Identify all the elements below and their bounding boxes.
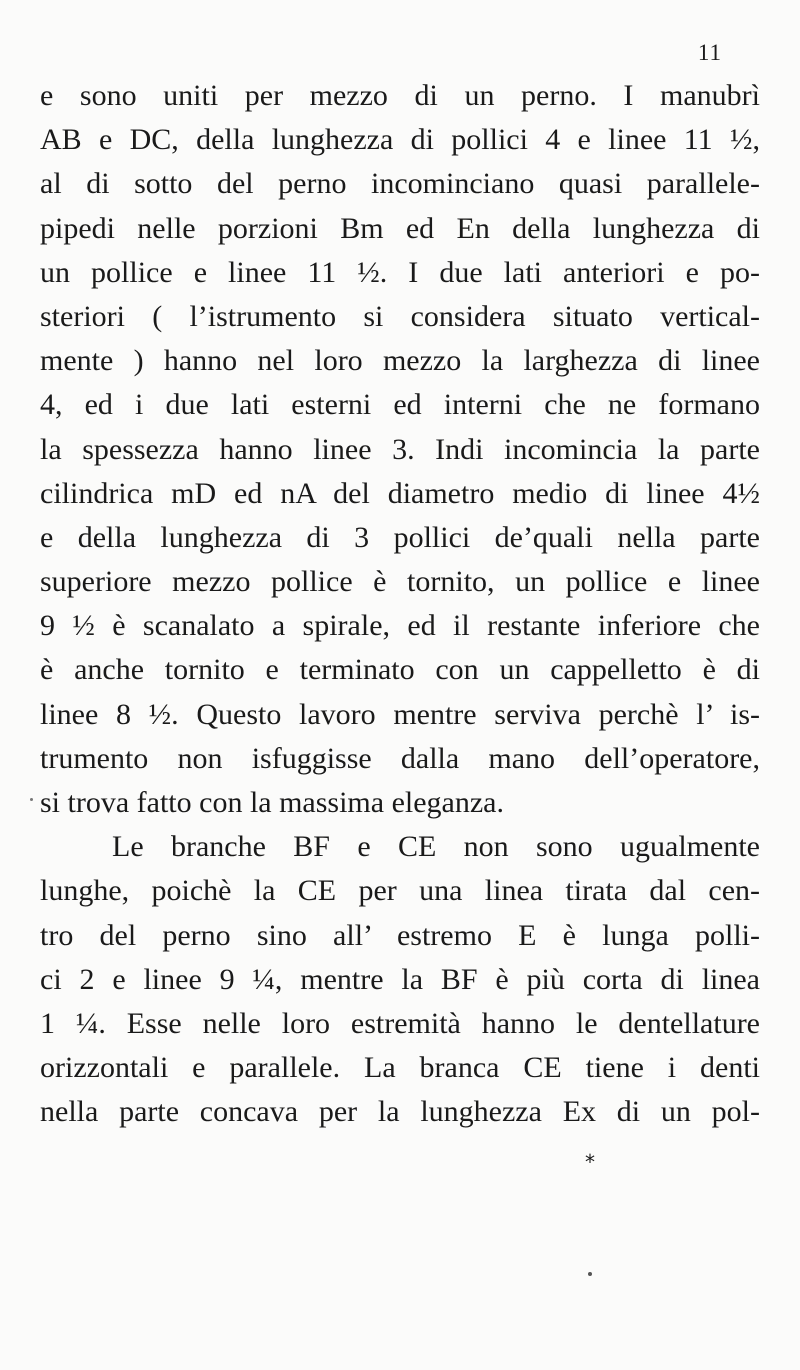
text-line: un pollice e linee 11 ½. I due lati anteriori e po- bbox=[40, 255, 760, 289]
ink-speck bbox=[30, 798, 33, 801]
signature-mark: * bbox=[585, 1150, 595, 1174]
text-line: e sono uniti per mezzo di un perno. I manubrì bbox=[40, 79, 760, 112]
paragraph-start-line: Le branche BF e CE non sono ugualmente bbox=[112, 830, 760, 864]
text-line: mente ) hanno nel loro mezzo la larghezza di linee bbox=[40, 344, 760, 378]
text-line: la spessezza hanno linee 3. Indi incomincia la parte bbox=[40, 432, 760, 466]
text-line: superiore mezzo pollice è tornito, un pollice e linee bbox=[40, 565, 760, 599]
text-line: lunghe, poichè la CE per una linea tirata dal cen- bbox=[40, 874, 760, 908]
page-number: 11 bbox=[697, 40, 722, 65]
text-line: orizzontali e parallele. La branca CE tiene i denti bbox=[40, 1051, 760, 1085]
text-line: al di sotto del perno incominciano quasi parallele- bbox=[40, 167, 760, 201]
ink-speck bbox=[588, 1272, 592, 1276]
text-line: steriori ( l’istrumento si considera situato vertical- bbox=[40, 299, 760, 333]
text-line: e della lunghezza di 3 pollici de’quali nella parte bbox=[40, 520, 760, 554]
text-line: pipedi nelle porzioni Bm ed En della lunghezza di bbox=[40, 211, 760, 245]
text-line: ci 2 e linee 9 ¼, mentre la BF è più corta di linea bbox=[40, 962, 760, 996]
text-line: tro del perno sino all’ estremo E è lunga polli- bbox=[40, 918, 760, 952]
text-line: linee 8 ½. Questo lavoro mentre serviva perchè l’ is- bbox=[40, 697, 760, 731]
text-line: 1 ¼. Esse nelle loro estremità hanno le dentellature bbox=[40, 1006, 760, 1040]
text-line: è anche tornito e terminato con un cappelletto è di bbox=[40, 653, 760, 687]
text-line: 9 ½ è scanalato a spirale, ed il restante inferiore che bbox=[40, 609, 760, 643]
text-line: trumento non isfuggisse dalla mano dell’operatore, bbox=[40, 741, 760, 775]
text-line: 4, ed i due lati esterni ed interni che ne formano bbox=[40, 388, 760, 422]
text-line: si trova fatto con la massima eleganza. bbox=[40, 786, 504, 819]
text-line: cilindrica mD ed nA del diametro medio di linee 4½ bbox=[40, 476, 760, 510]
text-line: AB e DC, della lunghezza di pollici 4 e linee 11 ½, bbox=[40, 123, 760, 157]
body-text bbox=[40, 74, 760, 1135]
text-line: nella parte concava per la lunghezza Ex di un pol- bbox=[40, 1095, 760, 1129]
